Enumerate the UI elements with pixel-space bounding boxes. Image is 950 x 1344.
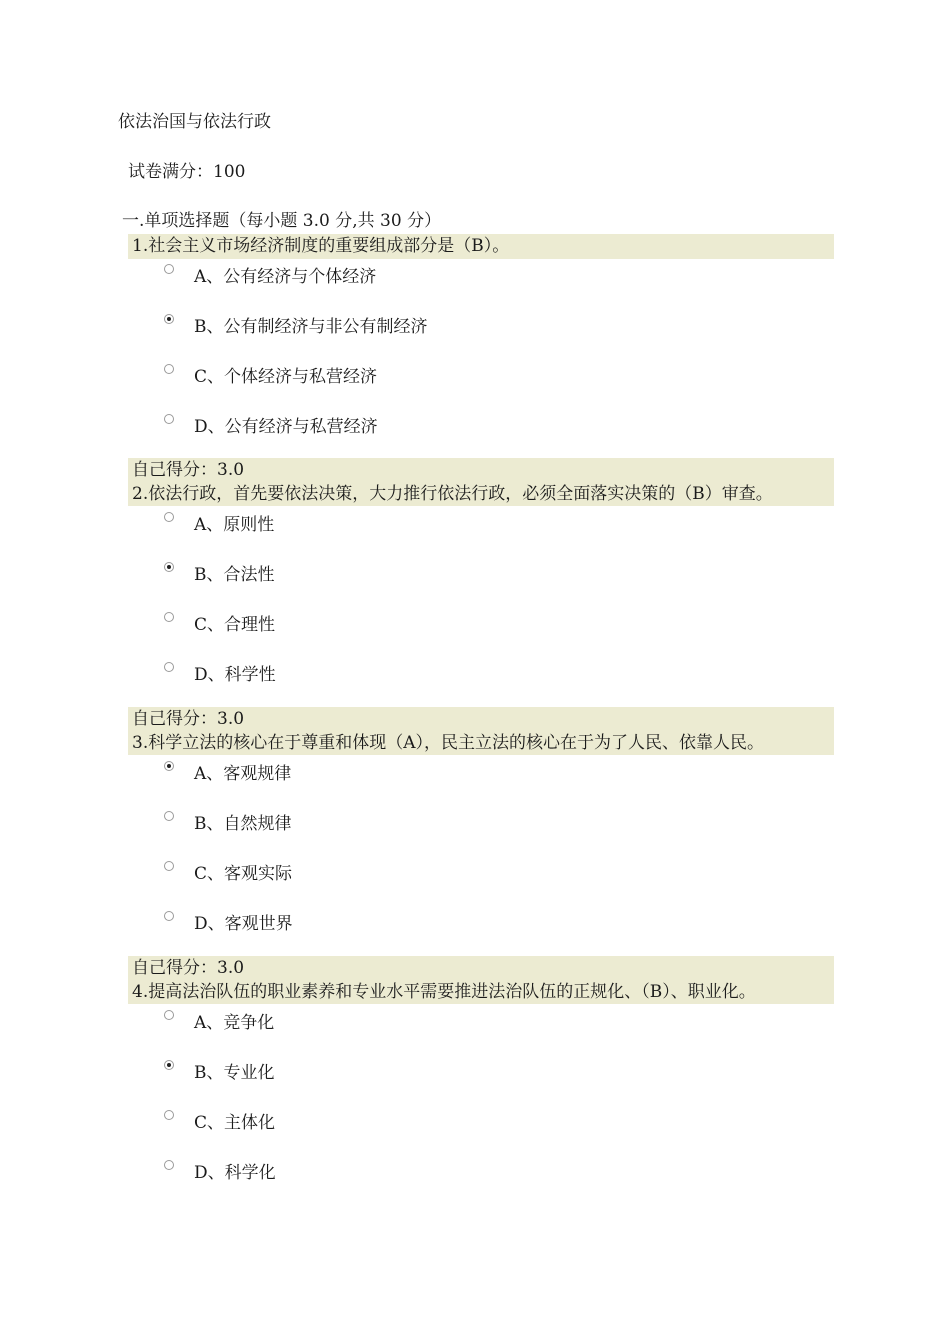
question-text: 4.提高法治队伍的职业素养和专业水平需要推进法治队伍的正规化、（B）、职业化。 [132, 982, 756, 1002]
radio-button-selected[interactable] [164, 562, 174, 572]
option-label: D、客观世界 [194, 914, 293, 934]
option-label: A、竞争化 [194, 1013, 275, 1033]
question-2 [0, 458, 950, 707]
radio-button[interactable] [164, 1160, 174, 1170]
document-title: 依法治国与依法行政 [118, 112, 271, 132]
option-label: C、主体化 [194, 1113, 276, 1133]
option-b[interactable] [164, 1058, 275, 1088]
question-text: 3.科学立法的核心在于尊重和体现（A），民主立法的核心在于为了人民、依靠人民。 [132, 733, 764, 753]
option-b[interactable] [164, 809, 292, 839]
radio-button-selected[interactable] [164, 1060, 174, 1070]
option-label: C、个体经济与私营经济 [194, 367, 378, 387]
radio-button[interactable] [164, 364, 174, 374]
option-a[interactable] [164, 262, 376, 292]
question-header [128, 707, 834, 755]
option-label: C、合理性 [194, 615, 276, 635]
option-d[interactable] [164, 412, 378, 442]
radio-button[interactable] [164, 811, 174, 821]
radio-button[interactable] [164, 512, 174, 522]
radio-button[interactable] [164, 1110, 174, 1120]
radio-button-selected[interactable] [164, 761, 174, 771]
option-a[interactable] [164, 759, 291, 789]
question-header [128, 458, 834, 506]
section-title: 一.单项选择题（每小题 3.0 分,共 30 分） [122, 211, 442, 231]
radio-button[interactable] [164, 612, 174, 622]
option-label: A、公有经济与个体经济 [194, 267, 377, 287]
option-label: D、科学化 [194, 1163, 276, 1183]
option-label: B、合法性 [194, 565, 275, 585]
option-label: B、专业化 [194, 1063, 275, 1083]
radio-button[interactable] [164, 414, 174, 424]
option-d[interactable] [164, 1158, 276, 1188]
question-text: 1.社会主义市场经济制度的重要组成部分是（B）。 [132, 236, 510, 256]
option-c[interactable] [164, 362, 377, 392]
option-label: D、公有经济与私营经济 [194, 417, 378, 437]
option-a[interactable] [164, 510, 274, 540]
score-label: 自己得分：3.0 [132, 460, 245, 480]
radio-button[interactable] [164, 861, 174, 871]
option-label: C、客观实际 [194, 864, 293, 884]
question-list [0, 234, 950, 1183]
score-label: 自己得分：3.0 [132, 709, 245, 729]
option-d[interactable] [164, 909, 293, 939]
radio-button[interactable] [164, 1010, 174, 1020]
question-3 [0, 707, 950, 956]
question-header [128, 956, 834, 1004]
radio-button[interactable] [164, 911, 174, 921]
radio-button[interactable] [164, 662, 174, 672]
radio-button-selected[interactable] [164, 314, 174, 324]
question-text: 2.依法行政，首先要依法决策，大力推行依法行政，必须全面落实决策的（B）审查。 [132, 484, 773, 504]
option-b[interactable] [164, 312, 428, 342]
option-c[interactable] [164, 610, 275, 640]
question-header [128, 234, 834, 259]
option-c[interactable] [164, 859, 292, 889]
option-label: A、原则性 [194, 515, 275, 535]
option-label: B、自然规律 [194, 814, 292, 834]
option-label: D、科学性 [194, 665, 276, 685]
full-score-label: 试卷满分：100 [128, 162, 246, 182]
option-c[interactable] [164, 1108, 275, 1138]
option-a[interactable] [164, 1008, 274, 1038]
option-label: A、客观规律 [194, 764, 292, 784]
option-d[interactable] [164, 660, 276, 690]
question-1 [0, 234, 950, 483]
option-b[interactable] [164, 560, 275, 590]
radio-button[interactable] [164, 264, 174, 274]
score-label: 自己得分：3.0 [132, 958, 245, 978]
question-4 [0, 956, 950, 1205]
option-label: B、公有制经济与非公有制经济 [194, 317, 428, 337]
